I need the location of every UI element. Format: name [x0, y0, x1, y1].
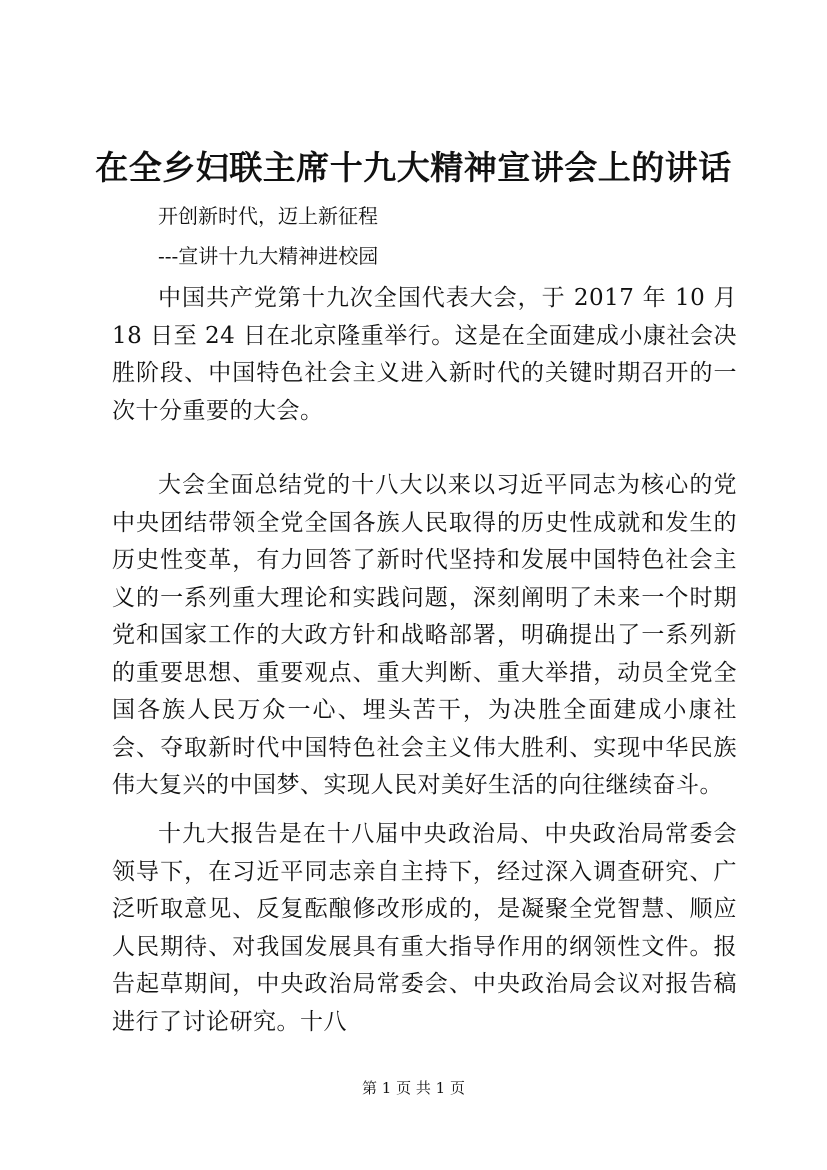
body-paragraph: 中国共产党第十九次全国代表大会，于 2017 年 10 月 18 日至 24 日在北京隆重举行。这是在全面建成小康社会决胜阶段、中国特色社会主义进入新时代的关键时期召开的一次十分重要的大会。	[112, 285, 737, 424]
document-subtitle: 开创新时代，迈上新征程	[158, 204, 378, 228]
body-paragraph: 大会全面总结党的十八大以来以习近平同志为核心的党中央团结带领全党全国各族人民取得的历史性成就和发生的历史性变革，有力回答了新时代坚持和发展中国特色社会主义的一系列重大理论和实践问题，深刻阐明了未来一个时期党和国家工作的大政方针和战略部署，明确提出了一系列新的重要思想、重要观点、重大判断、重大举措，动员全党全国各族人民万众一心、埋头苦干，为决胜全面建成小康社会、夺取新时代中国特色社会主义伟大胜利、实现中华民族伟大复兴的中国梦、实现人民对美好生活的向往继续奋斗。	[112, 472, 737, 798]
body-paragraph: 十九大报告是在十八届中央政治局、中央政治局常委会领导下，在习近平同志亲自主持下，经过深入调查研究、广泛听取意见、反复酝酿修改形成的，是凝聚全党智慧、顺应人民期待、对我国发展具有重大指导作用的纲领性文件。报告起草期间，中央政治局常委会、中央政治局会议对报告稿进行了讨论研究。十八	[112, 821, 737, 1035]
page-number-footer: 第 1 页 共 1 页	[362, 1079, 465, 1097]
document-title: 在全乡妇联主席十九大精神宣讲会上的讲话	[95, 148, 732, 187]
document-subtitle-secondary: ---宣讲十九大精神进校园	[158, 244, 379, 268]
